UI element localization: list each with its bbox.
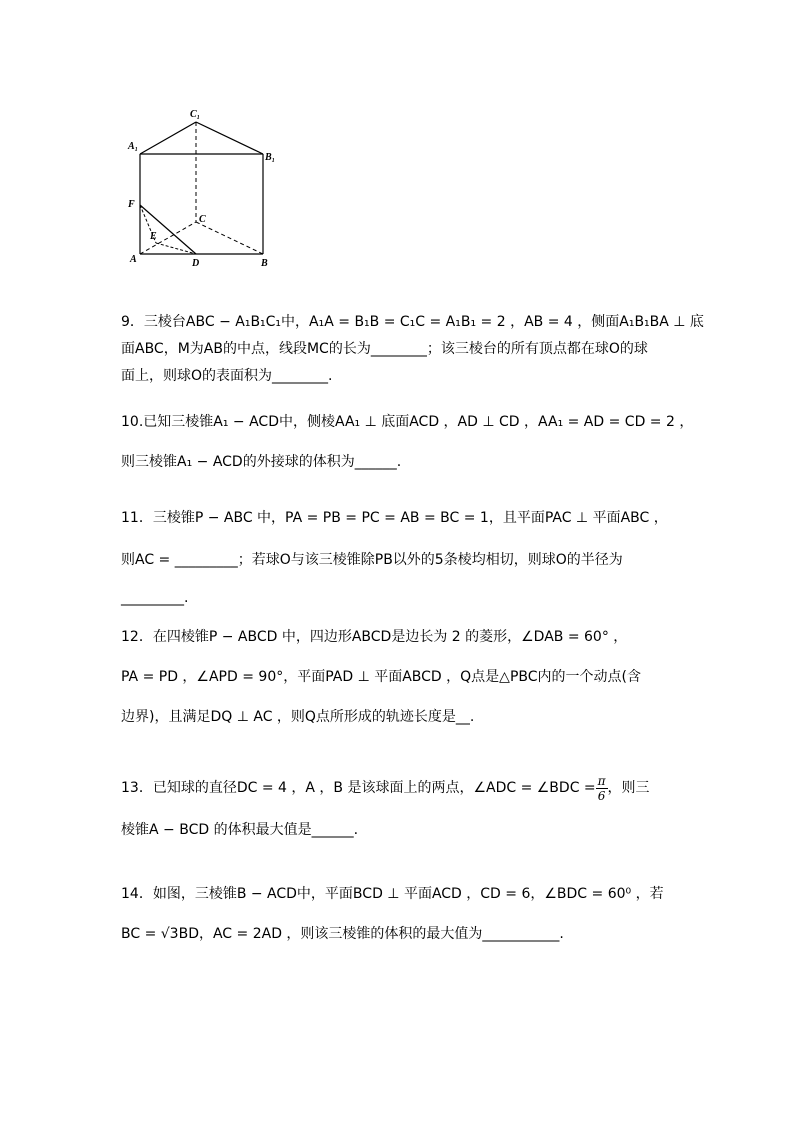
edge-C1-B1 bbox=[196, 122, 263, 154]
problem-10 bbox=[121, 412, 694, 472]
problem-13 bbox=[121, 768, 681, 840]
problem-line: 11．三棱锥P − ABC 中，PA = PB = PC = AB = BC = 1，且平面PAC ⊥ 平面ABC ， bbox=[121, 510, 668, 526]
label-E: E bbox=[150, 231, 157, 242]
problem-13-text-before: 13．已知球的直径DC = 4 ，A ，B 是该球面上的两点，∠ADC = ∠BDC = bbox=[121, 780, 596, 796]
problem-11 bbox=[121, 508, 681, 608]
problem-line: 则三棱锥A₁ − ACD的外接球的体积为______. bbox=[121, 454, 402, 470]
problem-line: PA = PD ，∠APD = 90°，平面PAD ⊥ 平面ABCD ，Q点是△PBC内的一个动点(含 bbox=[121, 669, 641, 685]
label-A: A bbox=[130, 254, 137, 265]
problem-9 bbox=[121, 312, 704, 386]
edge-A1-C1 bbox=[140, 122, 196, 154]
problem-line: 14．如图，三棱锥B − ACD中，平面BCD ⊥ 平面ACD ，CD = 6，∠BDC = 60⁰ ，若 bbox=[121, 886, 664, 902]
label-B1: B₁ bbox=[265, 152, 276, 163]
problem-line: 棱锥A − BCD 的体积最大值是______. bbox=[121, 822, 359, 838]
problem-13-text-after: ，则三 bbox=[607, 780, 650, 796]
fraction-numerator: π bbox=[597, 773, 606, 788]
problem-line: 12．在四棱锥P − ABCD 中，四边形ABCD是边长为 2 的菱形，∠DAB = 60° ， bbox=[121, 629, 628, 645]
problem-14 bbox=[121, 884, 681, 944]
label-F: F bbox=[128, 199, 135, 210]
edge-C-B bbox=[196, 222, 263, 254]
problem-line bbox=[121, 768, 681, 808]
problem-line: BC = √3BD，AC = 2AD ，则该三棱锥的体积的最大值为___________. bbox=[121, 926, 564, 942]
problem-12 bbox=[121, 627, 681, 727]
problem-line: _________. bbox=[121, 590, 189, 606]
problem-line: 边界)，且满足DQ ⊥ AC ，则Q点所形成的轨迹长度是__. bbox=[121, 709, 475, 725]
problem-line: 9．三棱台ABC − A₁B₁C₁中，A₁A = B₁B = C₁C = A₁B₁ = 2 ，AB = 4 ，侧面A₁B₁BA ⊥ 底 bbox=[121, 314, 704, 330]
fraction-denominator: 6 bbox=[597, 788, 606, 803]
fraction-pi-over-6 bbox=[596, 774, 608, 803]
geometry-figure bbox=[120, 100, 280, 270]
problem-line: 则AC = _________；若球O与该三棱锥除PB以外的5条棱均相切，则球O的半径为 bbox=[121, 552, 623, 568]
problem-line: 面上，则球O的表面积为________. bbox=[121, 368, 333, 384]
problem-line: 10.已知三棱锥A₁ − ACD中，侧棱AA₁ ⊥ 底面ACD ，AD ⊥ CD ，AA₁ = AD = CD = 2 ， bbox=[121, 414, 694, 430]
problem-line: 面ABC，M为AB的中点，线段MC的长为________；该三棱台的所有顶点都在球O的球 bbox=[121, 341, 648, 357]
label-A1: A₁ bbox=[128, 141, 139, 152]
label-C: C bbox=[199, 214, 206, 225]
label-B: B bbox=[261, 258, 268, 269]
edge-A-C bbox=[140, 222, 196, 254]
label-D: D bbox=[192, 258, 200, 269]
label-C1: C₁ bbox=[190, 109, 201, 120]
